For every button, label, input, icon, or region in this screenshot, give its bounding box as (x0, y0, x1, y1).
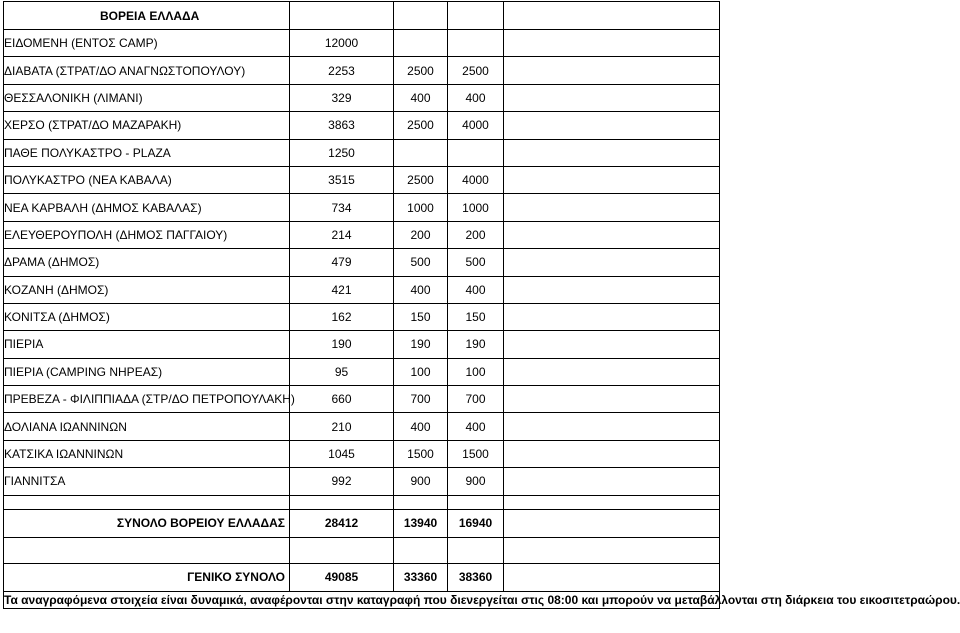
table-row (4, 440, 720, 467)
count-value: 12000 (290, 30, 394, 57)
location-name: ΔΟΛΙΑΝΑ ΙΩΑΝΝΙΝΩΝ (4, 413, 290, 440)
footnote-row (4, 591, 720, 608)
region-title: ΒΟΡΕΙΑ ΕΛΛΑΔΑ (4, 2, 290, 30)
empty-cell (290, 495, 394, 509)
empty-cell (504, 139, 720, 166)
count-value: 421 (290, 276, 394, 303)
grand-total-row (4, 563, 720, 591)
table-row (4, 276, 720, 303)
refugee-count-table (3, 1, 960, 609)
max-capacity-value: 700 (448, 386, 504, 413)
grand-total-row-max-capacity: 38360 (448, 563, 504, 591)
capacity-value: 400 (394, 413, 448, 440)
subtotal-row-label: ΣΥΝΟΛΟ ΒΟΡΕΙΟΥ ΕΛΛΑΔΑΣ (4, 509, 290, 537)
capacity-value: 500 (394, 249, 448, 276)
count-value: 329 (290, 84, 394, 111)
location-name: ΚΟΝΙΤΣΑ (ΔΗΜΟΣ) (4, 303, 290, 330)
empty-cell (4, 537, 290, 563)
table-row (4, 331, 720, 358)
location-name: ΠΑΘΕ ΠΟΛΥΚΑΣΤΡΟ - PLAZA (4, 139, 290, 166)
empty-cell (504, 509, 720, 537)
empty-cell (504, 249, 720, 276)
empty-cell (504, 194, 720, 221)
capacity-value: 900 (394, 468, 448, 495)
empty-cell (290, 2, 394, 30)
empty-cell (4, 495, 290, 509)
empty-cell (504, 57, 720, 84)
empty-cell (504, 221, 720, 248)
empty-cell (394, 2, 448, 30)
table-row (4, 84, 720, 111)
empty-cell (394, 495, 448, 509)
table-row (4, 30, 720, 57)
capacity-value: 1500 (394, 440, 448, 467)
max-capacity-value: 400 (448, 84, 504, 111)
location-name: ΓΙΑΝΝΙΤΣΑ (4, 468, 290, 495)
empty-cell (504, 495, 720, 509)
location-name: ΠΡΕΒΕΖΑ - ΦΙΛΙΠΠΙΑΔΑ (ΣΤΡ/ΔΟ ΠΕΤΡΟΠΟΥΛΑΚΗ) (4, 386, 290, 413)
location-name: ΚΟΖΑΝΗ (ΔΗΜΟΣ) (4, 276, 290, 303)
capacity-value: 2500 (394, 112, 448, 139)
count-value: 479 (290, 249, 394, 276)
empty-cell (448, 2, 504, 30)
grand-total-row-capacity: 33360 (394, 563, 448, 591)
grand-total-row-count: 49085 (290, 563, 394, 591)
empty-cell (504, 112, 720, 139)
capacity-value: 100 (394, 358, 448, 385)
max-capacity-value: 500 (448, 249, 504, 276)
table-row (4, 386, 720, 413)
table-row (4, 57, 720, 84)
empty-cell (504, 386, 720, 413)
count-value: 214 (290, 221, 394, 248)
empty-cell (504, 440, 720, 467)
count-value: 3515 (290, 166, 394, 193)
capacity-value: 700 (394, 386, 448, 413)
max-capacity-value: 900 (448, 468, 504, 495)
table-row (4, 249, 720, 276)
count-value: 734 (290, 194, 394, 221)
max-capacity-value: 2500 (448, 57, 504, 84)
max-capacity-value: 100 (448, 358, 504, 385)
empty-cell (504, 537, 720, 563)
max-capacity-value: 190 (448, 331, 504, 358)
location-name: ΔΡΑΜΑ (ΔΗΜΟΣ) (4, 249, 290, 276)
location-name: ΝΕΑ ΚΑΡΒΑΛΗ (ΔΗΜΟΣ ΚΑΒΑΛΑΣ) (4, 194, 290, 221)
max-capacity-value: 150 (448, 303, 504, 330)
capacity-value: 2500 (394, 57, 448, 84)
capacity-value: 1000 (394, 194, 448, 221)
table-row (4, 194, 720, 221)
count-value: 1250 (290, 139, 394, 166)
location-name: ΕΛΕΥΘΕΡΟΥΠΟΛΗ (ΔΗΜΟΣ ΠΑΓΓΑΙΟΥ) (4, 221, 290, 248)
count-value: 162 (290, 303, 394, 330)
subtotal-row-count: 28412 (290, 509, 394, 537)
location-name: ΠΙΕΡΙΑ (CAMPING ΝΗΡΕΑΣ) (4, 358, 290, 385)
header-row (4, 2, 720, 30)
max-capacity-value: 1000 (448, 194, 504, 221)
empty-cell (504, 166, 720, 193)
count-value: 3863 (290, 112, 394, 139)
max-capacity-value: 4000 (448, 112, 504, 139)
empty-cell (290, 537, 394, 563)
empty-cell (504, 30, 720, 57)
max-capacity-value: 400 (448, 276, 504, 303)
table-row (4, 139, 720, 166)
table-row (4, 221, 720, 248)
capacity-value: 150 (394, 303, 448, 330)
empty-cell (504, 358, 720, 385)
capacity-value (394, 30, 448, 57)
empty-cell (504, 84, 720, 111)
max-capacity-value (448, 30, 504, 57)
subtotal-row-capacity: 13940 (394, 509, 448, 537)
blank-row (4, 537, 720, 563)
footnote: Τα αναγραφόμενα στοιχεία είναι δυναμικά, αναφέρονται στην καταγραφή που διενεργείται στις 08:00 και μπορούν να μεταβάλλονται στη διάρκεια του εικοσιτετραώρου. (4, 592, 960, 607)
location-name: ΠΙΕΡΙΑ (4, 331, 290, 358)
empty-cell (504, 563, 720, 591)
grand-total-row-label: ΓΕΝΙΚΟ ΣΥΝΟΛΟ (4, 563, 290, 591)
max-capacity-value: 1500 (448, 440, 504, 467)
empty-cell (448, 537, 504, 563)
count-value: 210 (290, 413, 394, 440)
empty-cell (394, 537, 448, 563)
max-capacity-value (448, 139, 504, 166)
capacity-value: 400 (394, 276, 448, 303)
table-row (4, 358, 720, 385)
table-row (4, 413, 720, 440)
count-value: 992 (290, 468, 394, 495)
empty-cell (504, 413, 720, 440)
capacity-value: 190 (394, 331, 448, 358)
subtotal-row (4, 509, 720, 537)
empty-cell (504, 2, 720, 30)
table-row (4, 166, 720, 193)
count-value: 660 (290, 386, 394, 413)
subtotal-row-max-capacity: 16940 (448, 509, 504, 537)
count-value: 1045 (290, 440, 394, 467)
empty-cell (504, 276, 720, 303)
location-name: ΚΑΤΣΙΚΑ ΙΩΑΝΝΙΝΩΝ (4, 440, 290, 467)
empty-cell (504, 303, 720, 330)
max-capacity-value: 4000 (448, 166, 504, 193)
table-row (4, 112, 720, 139)
table-row (4, 468, 720, 495)
capacity-value: 400 (394, 84, 448, 111)
location-name: ΧΕΡΣΟ (ΣΤΡΑΤ/ΔΟ ΜΑΖΑΡΑΚΗ) (4, 112, 290, 139)
empty-cell (448, 495, 504, 509)
count-value: 190 (290, 331, 394, 358)
max-capacity-value: 400 (448, 413, 504, 440)
location-name: ΠΟΛΥΚΑΣΤΡΟ (ΝΕΑ ΚΑΒΑΛΑ) (4, 166, 290, 193)
max-capacity-value: 200 (448, 221, 504, 248)
table-row (4, 303, 720, 330)
location-name: ΔΙΑΒΑΤΑ (ΣΤΡΑΤ/ΔΟ ΑΝΑΓΝΩΣΤΟΠΟΥΛΟΥ) (4, 57, 290, 84)
empty-cell (504, 468, 720, 495)
count-value: 2253 (290, 57, 394, 84)
capacity-value: 2500 (394, 166, 448, 193)
empty-cell (504, 331, 720, 358)
capacity-value: 200 (394, 221, 448, 248)
capacity-value (394, 139, 448, 166)
location-name: ΕΙΔΟΜΕΝΗ (ΕΝΤΟΣ CAMP) (4, 30, 290, 57)
count-value: 95 (290, 358, 394, 385)
location-name: ΘΕΣΣΑΛΟΝΙΚΗ (ΛΙΜΑΝΙ) (4, 84, 290, 111)
blank-row (4, 495, 720, 509)
